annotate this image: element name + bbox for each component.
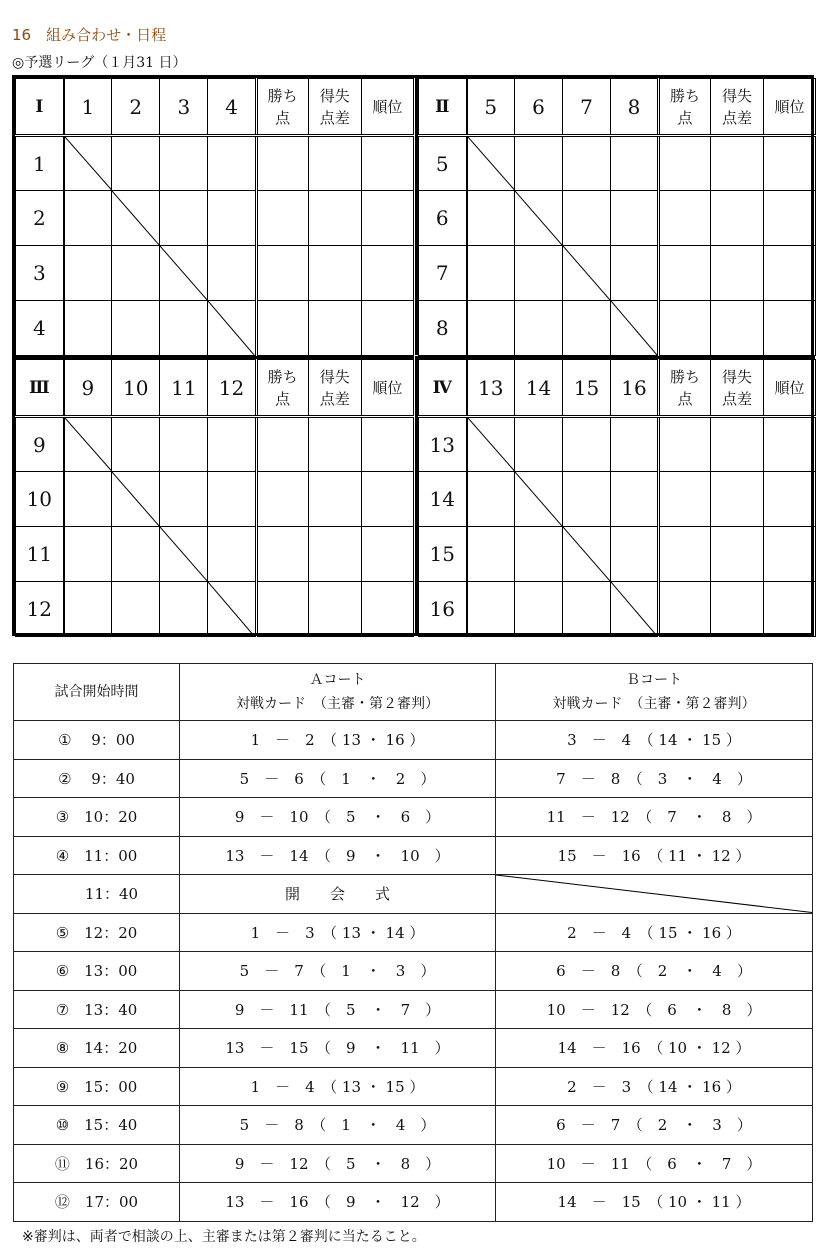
start-time: ⑧ 14：20 (14, 1029, 180, 1068)
team-column-header: 10 (112, 360, 160, 417)
goal-diff-cell (711, 527, 764, 582)
team-row (16, 582, 414, 637)
result-cell (611, 191, 659, 246)
diagonal-cell (208, 301, 256, 356)
points-header: 勝ち 点 (256, 360, 308, 417)
diagonal-cell (64, 136, 112, 191)
team-row (16, 191, 414, 246)
rank-header: 順位 (361, 79, 413, 136)
result-cell (208, 417, 256, 472)
court-a-match: 5 － 7 （ 1 ・ 3 ） (180, 952, 496, 991)
result-cell (563, 582, 611, 637)
result-cell (611, 246, 659, 301)
result-cell (64, 246, 112, 301)
diagonal-cell (64, 417, 112, 472)
goal-diff-cell (308, 191, 361, 246)
diagonal-line (112, 472, 159, 526)
rank-header: 順位 (764, 360, 816, 417)
goal-diff-cell (711, 246, 764, 301)
result-cell (515, 301, 563, 356)
court-a-match: 9 － 11 （ 5 ・ 7 ） (180, 990, 496, 1029)
team-row (419, 191, 816, 246)
goal-diff-cell (711, 582, 764, 637)
team-row-label: 13 (419, 417, 467, 472)
court-a-match: 1 － 4 （ 13 ・ 15 ） (180, 1067, 496, 1106)
team-row (419, 527, 816, 582)
goal-diff-cell (308, 582, 361, 637)
result-cell (112, 417, 160, 472)
group-name: Ⅲ (16, 360, 64, 417)
result-cell (563, 301, 611, 356)
points-header: 勝ち 点 (659, 79, 711, 136)
goal-diff-header: 得失 点差 (711, 360, 764, 417)
team-column-header: 6 (515, 79, 563, 136)
court-a-match: 9 － 12 （ 5 ・ 8 ） (180, 1144, 496, 1183)
points-cell (256, 582, 308, 637)
court-a-match: 5 － 6 （ 1 ・ 2 ） (180, 759, 496, 798)
diagonal-line (515, 472, 562, 526)
group-block-3 (15, 356, 414, 636)
diagonal-cell (611, 301, 659, 356)
league-subtitle: ◎予選リーグ（１月31 日） (12, 55, 187, 71)
team-row-label: 3 (16, 246, 64, 301)
diagonal-line (65, 418, 112, 471)
league-grid (12, 75, 814, 636)
start-time: ⑩ 15：40 (14, 1106, 180, 1145)
diagonal-cell (160, 527, 208, 582)
rank-cell (361, 417, 413, 472)
team-row (16, 301, 414, 356)
result-cell (611, 417, 659, 472)
points-cell (659, 472, 711, 527)
section-title: 16 組み合わせ・日程 (12, 26, 167, 44)
points-cell (256, 472, 308, 527)
result-cell (160, 472, 208, 527)
team-row-label: 8 (419, 301, 467, 356)
team-row-label: 4 (16, 301, 64, 356)
diagonal-line (563, 246, 610, 300)
court-b-empty (496, 875, 813, 914)
team-row-label: 14 (419, 472, 467, 527)
points-cell (256, 136, 308, 191)
group-block-1 (15, 78, 414, 355)
time-header: 試合開始時間 (14, 664, 180, 721)
team-column-header: 4 (208, 79, 256, 136)
result-cell (112, 582, 160, 637)
diagonal-line (208, 301, 254, 355)
result-cell (208, 472, 256, 527)
court-b-match: 10 － 11 （ 6 ・ 7 ） (496, 1144, 813, 1183)
diagonal-cell (611, 582, 659, 637)
court-a-match: 13 － 14 （ 9 ・ 10 ） (180, 836, 496, 875)
points-cell (659, 246, 711, 301)
court-a-header (180, 664, 496, 721)
goal-diff-cell (308, 246, 361, 301)
rank-header: 順位 (764, 79, 816, 136)
goal-diff-cell (711, 136, 764, 191)
team-row (16, 246, 414, 301)
team-row (16, 472, 414, 527)
diagonal-cell (112, 191, 160, 246)
result-cell (467, 301, 515, 356)
court-b-match: 6 － 8 （ 2 ・ 4 ） (496, 952, 813, 991)
diagonal-line (65, 137, 112, 190)
court-a-match: 1 － 3 （ 13 ・ 14 ） (180, 913, 496, 952)
rank-cell (764, 191, 816, 246)
diagonal-line (160, 527, 207, 581)
start-time: 11：40 (14, 875, 180, 914)
result-cell (515, 417, 563, 472)
team-column-header: 2 (112, 79, 160, 136)
rank-cell (361, 582, 413, 637)
start-time: ④ 11：00 (14, 836, 180, 875)
diagonal-cell (515, 472, 563, 527)
goal-diff-header: 得失 点差 (308, 79, 361, 136)
team-column-header: 8 (611, 79, 659, 136)
group-name: Ⅳ (419, 360, 467, 417)
diagonal-line (160, 246, 207, 300)
result-cell (160, 582, 208, 637)
team-row-label: 16 (419, 582, 467, 637)
goal-diff-cell (711, 191, 764, 246)
referee-note: ※審判は、両者で相談の上、主審または第２審判に当たること。 (22, 1229, 426, 1245)
diagonal-line (468, 137, 515, 190)
team-column-header: 9 (64, 360, 112, 417)
team-row (419, 472, 816, 527)
court-b-title: Ｂコート (626, 672, 682, 688)
schedule-row (14, 1106, 813, 1145)
schedule-row (14, 952, 813, 991)
team-column-header: 14 (515, 360, 563, 417)
group-block-2 (415, 78, 815, 355)
result-cell (160, 301, 208, 356)
points-header: 勝ち 点 (256, 79, 308, 136)
court-a-match: 9 － 10 （ 5 ・ 6 ） (180, 798, 496, 837)
rank-cell (361, 191, 413, 246)
result-cell (112, 301, 160, 356)
diagonal-line (468, 418, 515, 471)
goal-diff-header: 得失 点差 (308, 360, 361, 417)
team-column-header: 16 (611, 360, 659, 417)
result-cell (112, 136, 160, 191)
result-cell (515, 136, 563, 191)
start-time: ③ 10：20 (14, 798, 180, 837)
rank-header: 順位 (361, 360, 413, 417)
diagonal-line (611, 582, 657, 636)
court-a-match: 1 － 2 （ 13 ・ 16 ） (180, 721, 496, 760)
court-a-title: Ａコート (309, 672, 366, 688)
group-block-4 (415, 356, 815, 636)
rank-cell (764, 472, 816, 527)
result-cell (563, 191, 611, 246)
team-column-header: 12 (208, 360, 256, 417)
result-cell (160, 417, 208, 472)
team-row (419, 582, 816, 637)
diagonal-cell (563, 246, 611, 301)
team-row-label: 6 (419, 191, 467, 246)
team-column-header: 15 (563, 360, 611, 417)
team-row (16, 527, 414, 582)
court-b-header (496, 664, 813, 721)
points-cell (659, 582, 711, 637)
team-row (16, 136, 414, 191)
court-b-match: 14 － 16 （ 10 ・ 12 ） (496, 1029, 813, 1068)
schedule-row (14, 1144, 813, 1183)
result-cell (208, 136, 256, 191)
diagonal-cell (563, 527, 611, 582)
goal-diff-cell (308, 301, 361, 356)
diagonal-line (515, 191, 562, 245)
rank-cell (764, 582, 816, 637)
result-cell (112, 246, 160, 301)
group-name: Ⅰ (16, 79, 64, 136)
team-row (16, 417, 414, 472)
team-row-label: 11 (16, 527, 64, 582)
result-cell (467, 582, 515, 637)
team-row (419, 136, 816, 191)
rank-cell (361, 527, 413, 582)
team-row-label: 15 (419, 527, 467, 582)
goal-diff-cell (308, 136, 361, 191)
result-cell (64, 527, 112, 582)
rank-cell (764, 417, 816, 472)
result-cell (467, 246, 515, 301)
result-cell (467, 191, 515, 246)
diagonal-line (112, 191, 159, 245)
diagonal-cell (208, 582, 256, 637)
schedule-row (14, 990, 813, 1029)
goal-diff-cell (711, 301, 764, 356)
points-cell (256, 191, 308, 246)
team-column-header: 13 (467, 360, 515, 417)
start-time: ⑦ 13：40 (14, 990, 180, 1029)
court-b-sub: 対戦カード （主審・第２審判） (552, 696, 756, 712)
team-row-label: 7 (419, 246, 467, 301)
rank-cell (361, 246, 413, 301)
goal-diff-header: 得失 点差 (711, 79, 764, 136)
team-row (419, 301, 816, 356)
rank-cell (764, 246, 816, 301)
group-header-row (419, 79, 816, 136)
team-row-label: 12 (16, 582, 64, 637)
diagonal-cell (467, 136, 515, 191)
group-header-row (419, 360, 816, 417)
schedule-header-row (14, 664, 813, 721)
diagonal-line (496, 875, 812, 913)
result-cell (160, 191, 208, 246)
team-row (419, 417, 816, 472)
team-column-header: 1 (64, 79, 112, 136)
result-cell (611, 472, 659, 527)
diagonal-line (611, 301, 657, 355)
result-cell (515, 527, 563, 582)
result-cell (611, 136, 659, 191)
result-cell (467, 527, 515, 582)
result-cell (208, 527, 256, 582)
points-cell (659, 301, 711, 356)
schedule-row (14, 875, 813, 914)
goal-diff-cell (308, 472, 361, 527)
schedule-row (14, 1067, 813, 1106)
start-time: ⑪ 16：20 (14, 1144, 180, 1183)
result-cell (563, 472, 611, 527)
court-a-match: 5 － 8 （ 1 ・ 4 ） (180, 1106, 496, 1145)
court-b-match: 14 － 15 （ 10 ・ 11 ） (496, 1183, 813, 1222)
team-row-label: 1 (16, 136, 64, 191)
schedule-table (13, 663, 813, 1222)
team-row-label: 9 (16, 417, 64, 472)
rank-cell (361, 301, 413, 356)
start-time: ② 9：40 (14, 759, 180, 798)
rank-cell (361, 472, 413, 527)
schedule-row (14, 1029, 813, 1068)
court-b-match: 7 － 8 （ 3 ・ 4 ） (496, 759, 813, 798)
court-a-match: 13 － 16 （ 9 ・ 12 ） (180, 1183, 496, 1222)
schedule-row (14, 1183, 813, 1222)
points-cell (659, 191, 711, 246)
court-b-match: 10 － 12 （ 6 ・ 8 ） (496, 990, 813, 1029)
result-cell (563, 417, 611, 472)
schedule-row (14, 759, 813, 798)
diagonal-cell (467, 417, 515, 472)
points-cell (256, 246, 308, 301)
court-b-match: 6 － 7 （ 2 ・ 3 ） (496, 1106, 813, 1145)
team-row-label: 5 (419, 136, 467, 191)
rank-cell (764, 527, 816, 582)
points-cell (256, 417, 308, 472)
rank-cell (361, 136, 413, 191)
start-time: ⑫ 17：00 (14, 1183, 180, 1222)
points-cell (659, 527, 711, 582)
diagonal-line (563, 527, 610, 581)
team-column-header: 7 (563, 79, 611, 136)
points-cell (256, 301, 308, 356)
result-cell (208, 246, 256, 301)
result-cell (112, 527, 160, 582)
result-cell (160, 136, 208, 191)
court-a-sub: 対戦カード （主審・第２審判） (236, 696, 439, 712)
points-header: 勝ち 点 (659, 360, 711, 417)
court-b-match: 3 － 4 （ 14 ・ 15 ） (496, 721, 813, 760)
result-cell (64, 301, 112, 356)
result-cell (515, 246, 563, 301)
goal-diff-cell (308, 417, 361, 472)
group-header-row (16, 79, 414, 136)
result-cell (467, 472, 515, 527)
schedule-row (14, 721, 813, 760)
points-cell (256, 527, 308, 582)
points-cell (659, 417, 711, 472)
result-cell (515, 582, 563, 637)
court-b-match: 2 － 3 （ 14 ・ 16 ） (496, 1067, 813, 1106)
group-name: Ⅱ (419, 79, 467, 136)
team-row-label: 10 (16, 472, 64, 527)
start-time: ⑥ 13：00 (14, 952, 180, 991)
rank-cell (764, 301, 816, 356)
diagonal-cell (112, 472, 160, 527)
group-header-row (16, 360, 414, 417)
team-row (419, 246, 816, 301)
start-time: ① 9：00 (14, 721, 180, 760)
points-cell (659, 136, 711, 191)
result-cell (64, 582, 112, 637)
court-b-match: 2 － 4 （ 15 ・ 16 ） (496, 913, 813, 952)
goal-diff-cell (711, 417, 764, 472)
result-cell (208, 191, 256, 246)
court-a-match: 13 － 15 （ 9 ・ 11 ） (180, 1029, 496, 1068)
result-cell (611, 527, 659, 582)
result-cell (64, 191, 112, 246)
goal-diff-cell (308, 527, 361, 582)
rank-cell (764, 136, 816, 191)
team-row-label: 2 (16, 191, 64, 246)
start-time: ⑨ 15：00 (14, 1067, 180, 1106)
start-time: ⑤ 12：20 (14, 913, 180, 952)
team-column-header: 11 (160, 360, 208, 417)
diagonal-cell (515, 191, 563, 246)
court-b-match: 15 － 16 （ 11 ・ 12 ） (496, 836, 813, 875)
team-column-header: 3 (160, 79, 208, 136)
court-b-match: 11 － 12 （ 7 ・ 8 ） (496, 798, 813, 837)
team-column-header: 5 (467, 79, 515, 136)
schedule-row (14, 836, 813, 875)
result-cell (64, 472, 112, 527)
diagonal-line (208, 582, 254, 636)
schedule-row (14, 798, 813, 837)
diagonal-cell (160, 246, 208, 301)
court-a-match: 開 会 式 (180, 875, 496, 914)
result-cell (563, 136, 611, 191)
goal-diff-cell (711, 472, 764, 527)
schedule-row (14, 913, 813, 952)
